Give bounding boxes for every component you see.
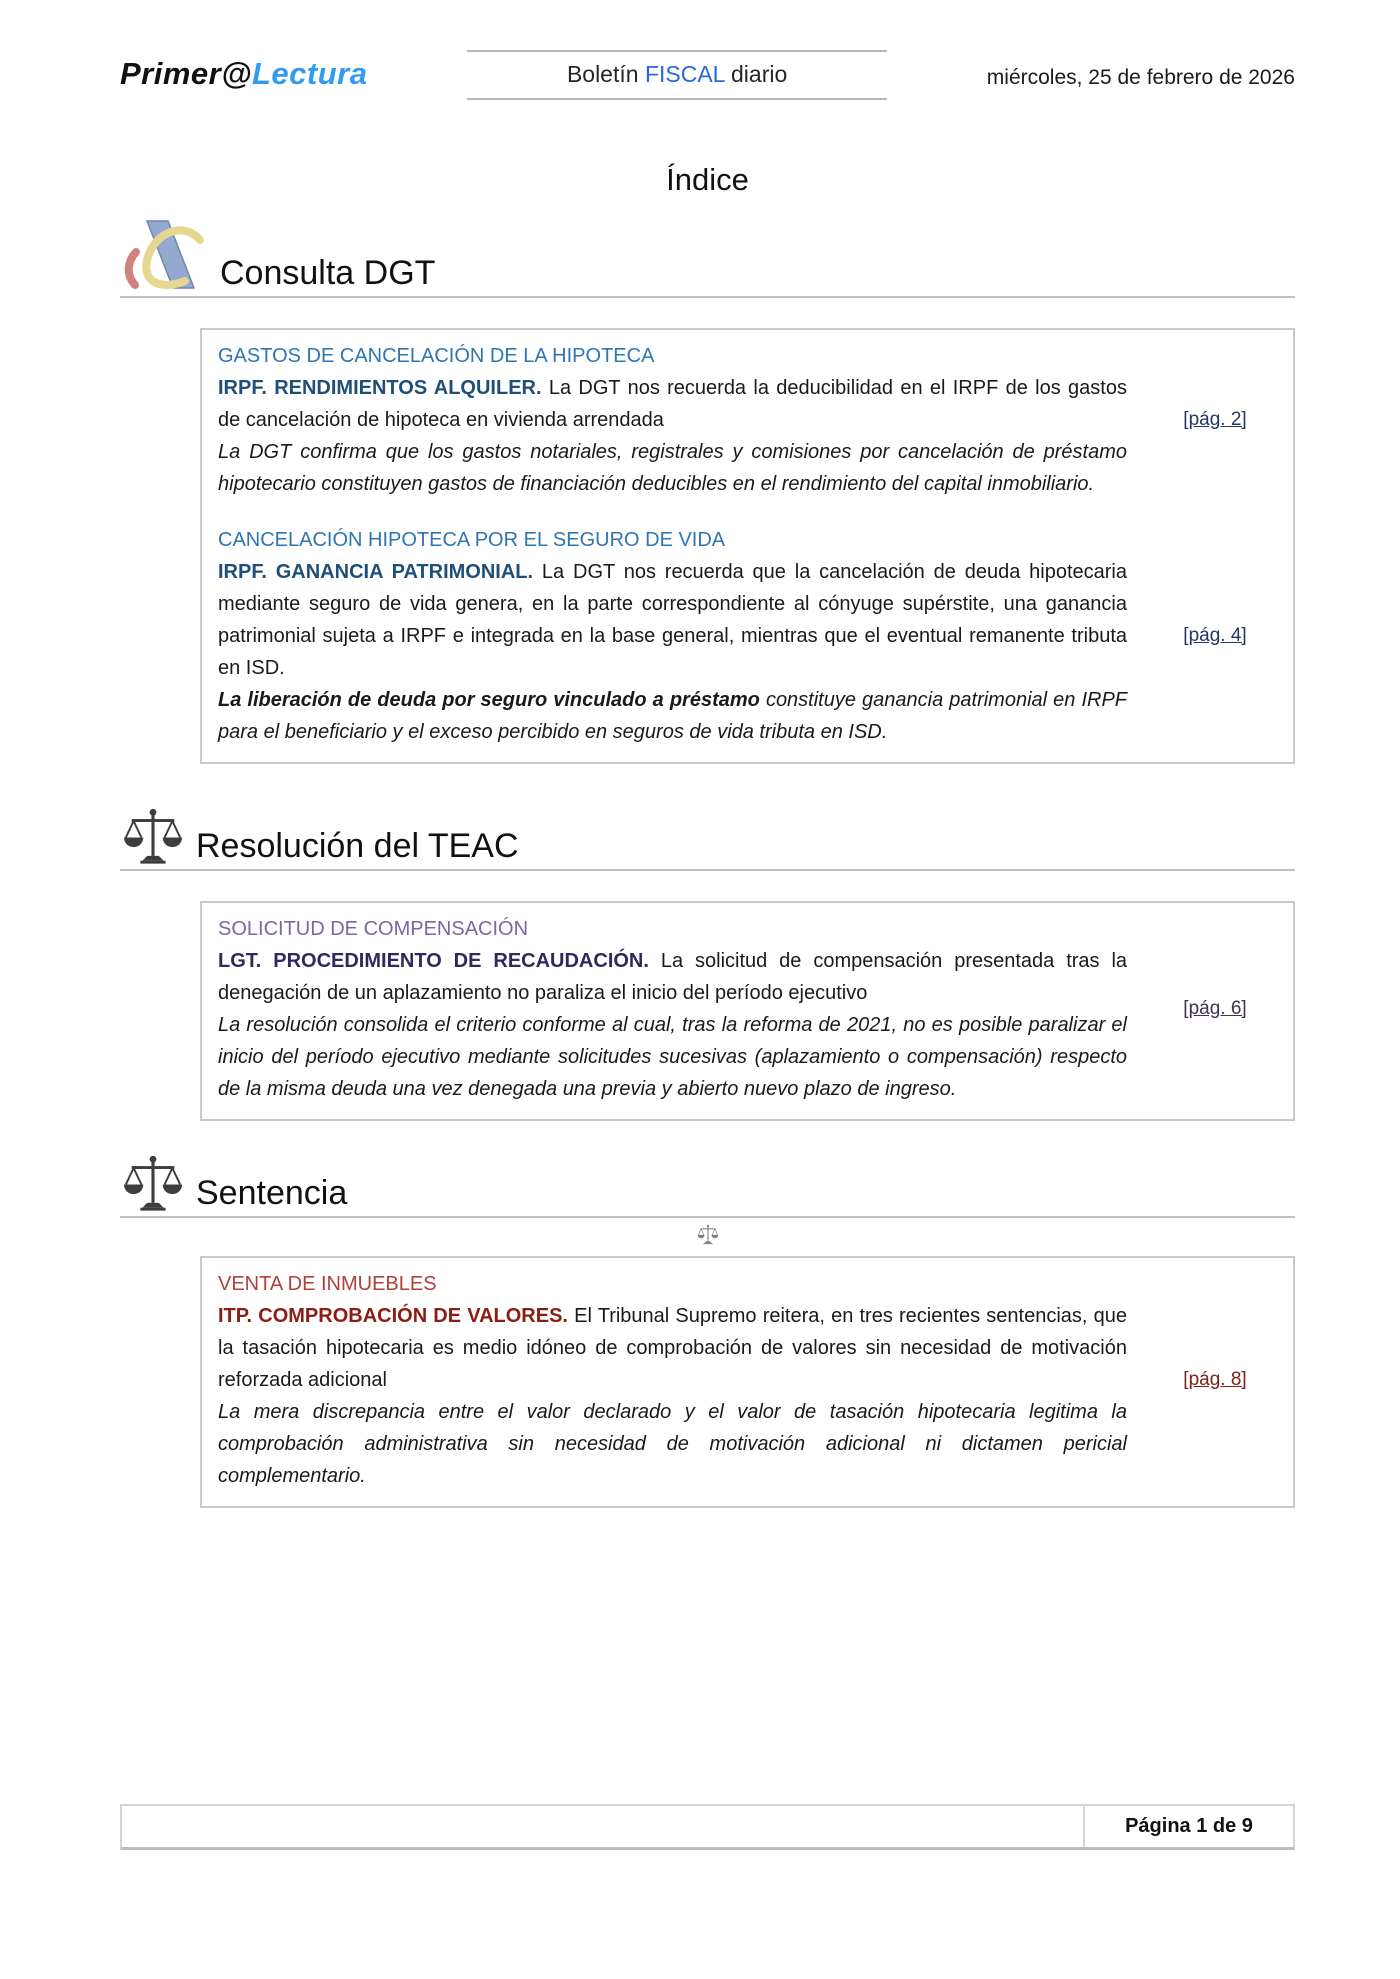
page-link[interactable]: [pág. 6]	[1183, 998, 1247, 1019]
entry-page-link-cell	[1151, 340, 1279, 500]
section-heading	[120, 218, 1295, 298]
page-header	[120, 50, 1295, 100]
entry-abstract	[218, 436, 1127, 500]
entry-lead: IRPF. GANANCIA PATRIMONIAL.	[218, 561, 534, 583]
page-footer	[120, 1804, 1295, 1850]
issue-date: miércoles, 25 de febrero de 2026	[986, 66, 1295, 89]
page-indicator: Página 1 de 9	[1125, 1815, 1253, 1837]
masthead-suffix: diario	[731, 61, 788, 87]
brand-primer: Primer@	[120, 56, 252, 91]
entry-abstract-text: La DGT confirma que los gastos notariales, registrales y comisiones por cancelación de préstamo hipotecario constituyen gastos de financiación deducibles en el rendimiento del capital inmobiliario.	[218, 441, 1127, 495]
section-consulta-dgt	[120, 218, 1295, 764]
entry-lead: ITP. COMPROBACIÓN DE VALORES.	[218, 1305, 568, 1327]
brand-logo	[120, 50, 367, 92]
page-link[interactable]: [pág. 4]	[1183, 625, 1247, 646]
entry-abstract-text: La mera discrepancia entre el valor declarado y el valor de tasación hipotecaria legitima la comprobación administrativa sin necesidad de motivación adicional ni dictamen pericial complementario.	[218, 1401, 1127, 1487]
section-resolucion-teac	[120, 808, 1295, 1121]
entries-box	[200, 328, 1295, 764]
section-sentencia	[120, 1155, 1295, 1508]
entries-box	[200, 901, 1295, 1121]
section-title: Sentencia	[196, 1173, 348, 1212]
entry-title: SOLICITUD DE COMPENSACIÓN	[218, 918, 529, 940]
entries-box	[200, 1256, 1295, 1508]
scales-of-justice-icon	[122, 808, 184, 865]
section-heading	[120, 808, 1295, 871]
section-title: Consulta DGT	[220, 253, 436, 292]
aeat-logo-icon	[122, 218, 208, 292]
masthead-prefix: Boletín	[566, 61, 639, 87]
entry-summary-text: El Tribunal Supremo reitera, en tres recientes sentencias, que la tasación hipotecaria es medio idóneo de comprobación de valores sin necesidad de motivación reforzada adicional	[218, 1305, 1127, 1391]
entry-abstract-emphasis: La liberación de deuda por seguro vinculado a préstamo	[218, 689, 760, 711]
entry-summary-text: La DGT nos recuerda que la cancelación de deuda hipotecaria mediante seguro de vida genera, en la parte correspondiente al cónyuge supérstite, una ganancia patrimonial sujeta a IRPF e integrada en la base general, mientras que el eventual remanente tributa en ISD.	[218, 561, 1127, 679]
entry-page-link-cell	[1151, 1268, 1279, 1492]
entry-summary-text: La solicitud de compensación presentada tras la denegación de un aplazamiento no paraliza el inicio del período ejecutivo	[218, 950, 1128, 1004]
entry-abstract	[218, 1396, 1127, 1492]
entry-text	[218, 524, 1151, 748]
entry-summary	[218, 556, 1127, 684]
section-title: Resolución del TEAC	[196, 826, 519, 865]
page-title: Índice	[666, 162, 749, 197]
brand-lectura: Lectura	[251, 56, 368, 91]
entry-summary	[218, 945, 1127, 1009]
scales-divider-icon	[697, 1224, 719, 1250]
entry-lead: LGT. PROCEDIMIENTO DE RECAUDACIÓN.	[218, 950, 649, 972]
entry-title: GASTOS DE CANCELACIÓN DE LA HIPOTECA	[218, 345, 655, 367]
entry-abstract-text: constituye ganancia patrimonial en IRPF para el beneficiario y el exceso percibido en seguros de vida tributa en ISD.	[218, 689, 1128, 743]
entry-summary	[218, 1300, 1127, 1396]
entry-title: CANCELACIÓN HIPOTECA POR EL SEGURO DE VIDA	[218, 529, 726, 551]
entry-title: VENTA DE INMUEBLES	[218, 1273, 437, 1295]
entry-text	[218, 913, 1151, 1105]
bulletin-entry	[218, 340, 1279, 500]
masthead-title	[467, 50, 887, 100]
entry-text	[218, 340, 1151, 500]
scales-of-justice-icon	[122, 1155, 184, 1212]
entry-abstract	[218, 684, 1127, 748]
bulletin-entry	[218, 913, 1279, 1105]
entry-summary	[218, 372, 1127, 436]
masthead-highlight: FISCAL	[644, 61, 725, 87]
entry-lead: IRPF. RENDIMIENTOS ALQUILER.	[218, 377, 542, 399]
entry-text	[218, 1268, 1151, 1492]
page-link[interactable]: [pág. 2]	[1183, 409, 1247, 430]
entry-page-link-cell	[1151, 524, 1279, 748]
entry-summary-text: La DGT nos recuerda la deducibilidad en el IRPF de los gastos de cancelación de hipoteca en vivienda arrendada	[218, 377, 1127, 431]
entry-page-link-cell	[1151, 913, 1279, 1105]
section-heading	[120, 1155, 1295, 1218]
entry-abstract	[218, 1009, 1127, 1105]
bulletin-entry	[218, 1268, 1279, 1492]
bulletin-entry	[218, 524, 1279, 748]
entry-abstract-text: La resolución consolida el criterio conforme al cual, tras la reforma de 2021, no es posible paralizar el inicio del período ejecutivo mediante solicitudes sucesivas (aplazamiento o compensación) respecto de la misma deuda una vez denegada una previa y abierto nuevo plazo de ingreso.	[218, 1014, 1127, 1100]
page-link[interactable]: [pág. 8]	[1183, 1369, 1247, 1390]
footer-spacer	[122, 1806, 1085, 1847]
